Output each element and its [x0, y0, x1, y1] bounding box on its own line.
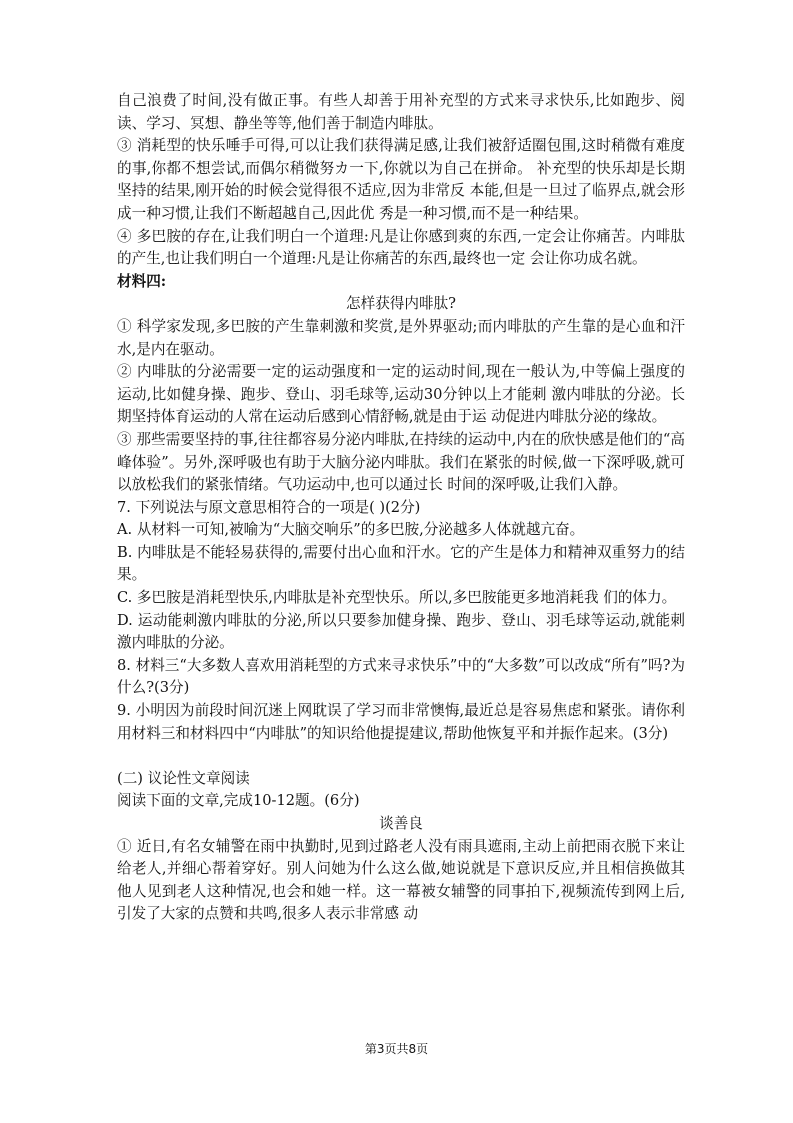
question-7-option-c: C. 多巴胺是消耗型快乐,内啡肽是补充型快乐。所以,多巴胺能更多地消耗我 们的体力。	[117, 589, 677, 607]
section-instruction: 阅读下面的文章,完成10-12题。(6分)	[117, 792, 360, 810]
paragraph: ② 内啡肽的分泌需要一定的运动强度和一定的运动时间,现在一般认为,中等偏上强度的运动,比如健身操、跑步、登山、羽毛球等,运动30分钟以上才能刺 激内啡肽的分泌。长期坚持体育运动的人常在运动后感到心情舒畅,就是由于运 动促进内啡肽分泌的缘故。	[117, 363, 685, 426]
question-7: 7. 下列说法与原文意思相符合的一项是( )(2分)	[117, 498, 421, 516]
material-four-label: 材料四:	[117, 272, 167, 290]
question-7-option-a: A. 从材料一可知,被喻为“大脑交响乐”的多巴胺,分泌越多人体就越亢奋。	[117, 521, 585, 539]
paragraph: 自己浪费了时间,没有做正事。有些人却善于用补充型的方式来寻求快乐,比如跑步、阅读、学习、冥想、静坐等等,他们善于制造内啡肽。	[117, 92, 685, 132]
essay-title: 谈善良	[379, 815, 423, 832]
paragraph: ① 近日,有名女辅警在雨中执勤时,见到过路老人没有雨具遮雨,主动上前把雨衣脱下来让给老人,并细心帮着穿好。别人问她为什么这么做,她说就是下意识反应,并且相信换做其他人见到老人这种情况,也会和她一样。这一幕被女辅警的同事拍下,视频流传到网上后,引发了大家的点赞和共鸣,很多人表示非常感 动	[117, 837, 685, 923]
question-7-option-b: B. 内啡肽是不能轻易获得的,需要付出心血和汗水。它的产生是体力和精神双重努力的结果。	[117, 543, 685, 584]
paragraph: ③ 消耗型的快乐唾手可得,可以让我们获得满足感,让我们被舒适圈包围,这时稍微有难度的事,你都不想尝试,而偶尔稍微努カ一下,你就以为自己在拼命。 补充型的快乐却是长期坚持的结果,刚开始的时候会觉得很不适应,因为非常反 本能,但是一旦过了临界点,就会形成一种习惯,让我们不断超越自己,因此优 秀是一种习惯,而不是一种结果。	[117, 137, 685, 222]
material-four-title: 怎样获得内啡肽?	[346, 295, 456, 313]
section-heading: (二) 议论性文章阅读	[117, 769, 250, 787]
paragraph: ④ 多巴胺的存在,让我们明白一个道理:凡是让你感到爽的东西,一定会让你痛苦。内啡肽的产生,也让我们明白一个道理:凡是让你痛苦的东西,最终也一定 会让你功成名就。	[117, 227, 685, 268]
question-7-option-d: D. 运动能刺激内啡肽的分泌,所以只要参加健身操、跑步、登山、羽毛球等运动,就能刺激内啡肽的分泌。	[117, 611, 685, 652]
page-footer: 第3页共8页	[364, 1042, 429, 1056]
paragraph: ③ 那些需要坚持的事,往往都容易分泌内啡肽,在持续的运动中,内在的欣快感是他们的“高峰体验”。另外,深呼吸也有助于大脑分泌内啡肽。我们在紧张的时候,做一下深呼吸,就可以放松我们的紧张情绪。气功运动中,也可以通过长 时间的深呼吸,让我们入静。	[117, 430, 685, 494]
spacer	[117, 745, 685, 768]
paragraph: ① 科学家发现,多巴胺的产生靠刺激和奖赏,是外界驱动;而内啡肽的产生靠的是心血和汗水,是内在驱动。	[117, 317, 685, 358]
question-8: 8. 材料三“大多数人喜欢用消耗型的方式来寻求快乐”中的“大多数”可以改成“所有”吗?为什么?(3分)	[117, 656, 685, 697]
document-body	[117, 90, 685, 926]
question-9: 9. 小明因为前段时间沉迷上网耽误了学习而非常懊悔,最近总是容易焦虑和紧张。请你利用材料三和材料四中“内啡肽”的知识给他提提建议,帮助他恢复平和并振作起来。(3分)	[117, 702, 685, 742]
